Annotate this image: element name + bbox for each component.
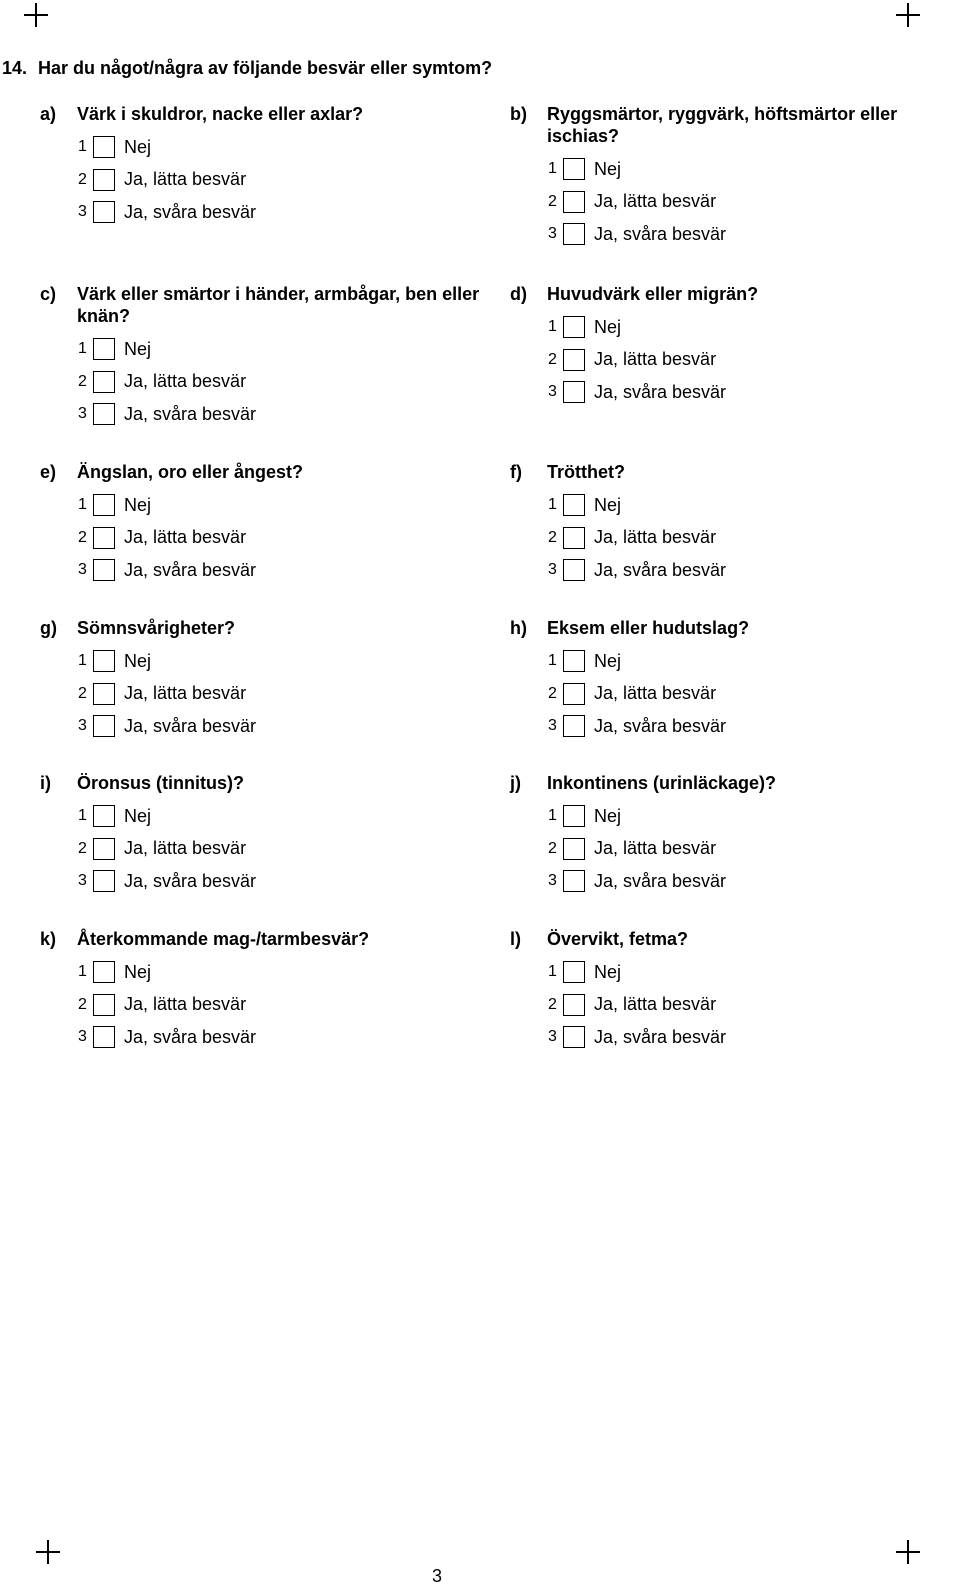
sub-question-letter: c) <box>40 284 57 304</box>
option-number: 3 <box>78 203 87 221</box>
answer-option <box>548 989 950 1022</box>
answer-option <box>548 833 950 866</box>
option-label: Ja, lätta besvär <box>124 994 247 1015</box>
sub-question-text: Ryggsmärtor, ryggvärk, höftsmärtor eller ischias? <box>547 104 898 146</box>
checkbox[interactable] <box>563 494 585 516</box>
answer-option <box>78 645 480 678</box>
answer-option <box>78 398 480 431</box>
option-label: Nej <box>594 805 622 826</box>
option-number: 3 <box>548 872 557 890</box>
sub-question-heading <box>510 103 950 147</box>
answer-option <box>78 833 480 866</box>
option-number: 1 <box>78 138 87 156</box>
option-number: 3 <box>78 1028 87 1046</box>
checkbox[interactable] <box>563 838 585 860</box>
answer-options <box>78 333 480 431</box>
checkbox[interactable] <box>93 838 115 860</box>
sub-question-heading <box>40 461 480 483</box>
option-number: 1 <box>548 318 557 336</box>
sub-question-text: Öronsus (tinnitus)? <box>77 773 244 793</box>
sub-question-letter: a) <box>40 104 57 124</box>
option-label: Nej <box>594 961 622 982</box>
sub-question-letter: l) <box>510 929 521 949</box>
registration-mark-top-left <box>24 3 48 27</box>
sub-question-text: Eksem eller hudutslag? <box>547 618 750 638</box>
checkbox[interactable] <box>563 994 585 1016</box>
sub-question-letter: d) <box>510 284 527 304</box>
checkbox[interactable] <box>93 683 115 705</box>
option-label: Nej <box>124 961 152 982</box>
sub-question-text: Övervikt, fetma? <box>547 929 689 949</box>
checkbox[interactable] <box>563 961 585 983</box>
option-label: Nej <box>594 494 622 515</box>
checkbox[interactable] <box>563 559 585 581</box>
checkbox[interactable] <box>93 994 115 1016</box>
answer-options <box>548 956 950 1054</box>
sub-question <box>510 283 950 409</box>
sub-question-heading <box>510 928 950 950</box>
option-number: 2 <box>548 192 557 210</box>
checkbox[interactable] <box>93 371 115 393</box>
answer-options <box>78 131 480 229</box>
option-label: Ja, svåra besvär <box>594 559 727 580</box>
option-number: 3 <box>548 717 557 735</box>
option-number: 2 <box>78 170 87 188</box>
sub-question-letter: i) <box>40 773 51 793</box>
answer-option <box>78 989 480 1022</box>
option-label: Ja, svåra besvär <box>124 559 257 580</box>
sub-question <box>510 103 950 251</box>
question-number: 14. <box>2 58 28 78</box>
answer-option <box>548 1021 950 1054</box>
answer-option <box>78 800 480 833</box>
answer-option <box>548 710 950 743</box>
checkbox[interactable] <box>93 201 115 223</box>
answer-options <box>548 153 950 251</box>
option-label: Ja, svåra besvär <box>124 403 257 424</box>
checkbox[interactable] <box>93 805 115 827</box>
sub-question <box>40 928 480 1054</box>
option-label: Ja, lätta besvär <box>594 683 717 704</box>
page-number: 3 <box>432 1566 443 1586</box>
answer-option <box>548 376 950 409</box>
sub-question-letter: b) <box>510 104 527 124</box>
option-label: Ja, svåra besvär <box>124 870 257 891</box>
answer-option <box>78 554 480 587</box>
answer-option <box>548 956 950 989</box>
answer-option <box>548 186 950 219</box>
sub-question-heading <box>510 617 950 639</box>
option-number: 1 <box>548 807 557 825</box>
option-number: 1 <box>548 496 557 514</box>
checkbox[interactable] <box>563 316 585 338</box>
checkbox[interactable] <box>563 683 585 705</box>
checkbox[interactable] <box>563 1026 585 1048</box>
checkbox[interactable] <box>563 158 585 180</box>
sub-question <box>510 617 950 743</box>
sub-question-letter: f) <box>510 462 522 482</box>
sub-question <box>40 772 480 898</box>
option-number: 3 <box>548 1028 557 1046</box>
option-label: Ja, lätta besvär <box>124 169 247 190</box>
question-text: Har du något/några av följande besvär eller symtom? <box>38 58 493 78</box>
option-label: Ja, lätta besvär <box>124 683 247 704</box>
checkbox[interactable] <box>93 338 115 360</box>
option-label: Ja, svåra besvär <box>594 715 727 736</box>
option-label: Ja, lätta besvär <box>594 994 717 1015</box>
option-number: 3 <box>78 717 87 735</box>
answer-option <box>78 164 480 197</box>
sub-question <box>510 772 950 898</box>
option-label: Ja, svåra besvär <box>594 381 727 402</box>
answer-option <box>78 710 480 743</box>
sub-question <box>40 617 480 743</box>
option-number: 3 <box>78 561 87 579</box>
checkbox[interactable] <box>93 1026 115 1048</box>
option-label: Nej <box>594 316 622 337</box>
option-number: 3 <box>78 405 87 423</box>
sub-question-heading <box>40 928 480 950</box>
option-label: Ja, svåra besvär <box>594 870 727 891</box>
sub-question-letter: g) <box>40 618 57 638</box>
option-number: 1 <box>78 807 87 825</box>
answer-options <box>548 489 950 587</box>
sub-question-heading <box>40 283 480 327</box>
option-label: Nej <box>124 338 152 359</box>
checkbox[interactable] <box>563 191 585 213</box>
checkbox[interactable] <box>563 527 585 549</box>
sub-question-letter: j) <box>510 773 521 793</box>
option-number: 3 <box>78 872 87 890</box>
sub-question-text: Huvudvärk eller migrän? <box>547 284 759 304</box>
sub-question-heading <box>40 617 480 639</box>
answer-options <box>548 800 950 898</box>
sub-question-letter: k) <box>40 929 57 949</box>
option-label: Ja, lätta besvär <box>124 527 247 548</box>
answer-option <box>78 196 480 229</box>
answer-option <box>78 865 480 898</box>
checkbox[interactable] <box>93 870 115 892</box>
sub-question-text: Inkontinens (urinläckage)? <box>547 773 777 793</box>
sub-question <box>40 461 480 587</box>
checkbox[interactable] <box>563 805 585 827</box>
option-label: Nej <box>124 136 152 157</box>
option-label: Ja, lätta besvär <box>594 527 717 548</box>
option-label: Nej <box>124 494 152 515</box>
checkbox[interactable] <box>93 494 115 516</box>
answer-option <box>548 554 950 587</box>
registration-mark-bottom-left <box>36 1540 60 1564</box>
answer-options <box>548 311 950 409</box>
checkbox[interactable] <box>93 169 115 191</box>
registration-mark-bottom-right <box>896 1540 920 1564</box>
checkbox[interactable] <box>93 527 115 549</box>
option-number: 1 <box>548 652 557 670</box>
sub-question <box>510 928 950 1054</box>
sub-question-text: Trötthet? <box>547 462 625 482</box>
sub-question <box>40 103 480 229</box>
checkbox[interactable] <box>563 223 585 245</box>
checkbox[interactable] <box>93 136 115 158</box>
option-number: 2 <box>78 528 87 546</box>
option-label: Nej <box>124 650 152 671</box>
option-number: 2 <box>548 350 557 368</box>
checkbox[interactable] <box>93 559 115 581</box>
option-number: 1 <box>78 963 87 981</box>
answer-option <box>78 131 480 164</box>
question-heading <box>2 58 492 79</box>
answer-option <box>548 311 950 344</box>
sub-question <box>510 461 950 587</box>
option-number: 3 <box>548 561 557 579</box>
checkbox[interactable] <box>563 349 585 371</box>
option-label: Ja, lätta besvär <box>594 191 717 212</box>
answer-option <box>548 344 950 377</box>
answer-option <box>78 1021 480 1054</box>
sub-question-heading <box>510 772 950 794</box>
option-number: 2 <box>548 684 557 702</box>
option-number: 3 <box>548 225 557 243</box>
checkbox[interactable] <box>93 715 115 737</box>
option-label: Ja, svåra besvär <box>124 1026 257 1047</box>
option-number: 3 <box>548 383 557 401</box>
answer-options <box>78 489 480 587</box>
option-number: 2 <box>78 372 87 390</box>
answer-option <box>78 522 480 555</box>
answer-option <box>78 956 480 989</box>
option-label: Nej <box>594 158 622 179</box>
option-number: 1 <box>78 496 87 514</box>
option-label: Ja, svåra besvär <box>594 223 727 244</box>
option-number: 2 <box>78 995 87 1013</box>
answer-options <box>78 800 480 898</box>
option-label: Nej <box>124 805 152 826</box>
answer-option <box>548 489 950 522</box>
option-label: Ja, lätta besvär <box>594 349 717 370</box>
answer-option <box>548 645 950 678</box>
option-number: 2 <box>78 839 87 857</box>
sub-question-text: Sömnsvårigheter? <box>77 618 236 638</box>
sub-question-text: Ängslan, oro eller ångest? <box>77 462 304 482</box>
sub-question-letter: h) <box>510 618 527 638</box>
answer-option <box>548 218 950 251</box>
answer-option <box>548 153 950 186</box>
answer-option <box>548 800 950 833</box>
answer-option <box>78 678 480 711</box>
sub-question <box>40 283 480 431</box>
checkbox[interactable] <box>563 870 585 892</box>
sub-question-heading <box>40 103 480 125</box>
answer-option <box>78 489 480 522</box>
answer-options <box>548 645 950 743</box>
checkbox[interactable] <box>93 650 115 672</box>
option-label: Ja, svåra besvär <box>124 715 257 736</box>
sub-question-heading <box>510 461 950 483</box>
checkbox[interactable] <box>93 403 115 425</box>
answer-options <box>78 956 480 1054</box>
sub-question-text: Återkommande mag-/tarmbesvär? <box>77 929 370 949</box>
option-number: 1 <box>548 160 557 178</box>
option-number: 1 <box>78 340 87 358</box>
checkbox[interactable] <box>93 961 115 983</box>
answer-option <box>78 333 480 366</box>
answer-option <box>548 522 950 555</box>
option-label: Ja, svåra besvär <box>594 1026 727 1047</box>
option-number: 1 <box>78 652 87 670</box>
sub-question-heading <box>40 772 480 794</box>
option-number: 2 <box>548 839 557 857</box>
sub-question-letter: e) <box>40 462 57 482</box>
answer-options <box>78 645 480 743</box>
option-label: Ja, lätta besvär <box>124 838 247 859</box>
sub-question-heading <box>510 283 950 305</box>
checkbox[interactable] <box>563 715 585 737</box>
answer-option <box>548 865 950 898</box>
option-label: Nej <box>594 650 622 671</box>
option-label: Ja, lätta besvär <box>594 838 717 859</box>
option-number: 2 <box>548 528 557 546</box>
checkbox[interactable] <box>563 381 585 403</box>
answer-option <box>78 366 480 399</box>
sub-question-text: Värk eller smärtor i händer, armbågar, ben eller knän? <box>77 284 480 326</box>
option-number: 2 <box>548 995 557 1013</box>
option-number: 2 <box>78 684 87 702</box>
answer-option <box>548 678 950 711</box>
sub-question-text: Värk i skuldror, nacke eller axlar? <box>77 104 364 124</box>
option-number: 1 <box>548 963 557 981</box>
option-label: Ja, svåra besvär <box>124 201 257 222</box>
registration-mark-top-right <box>896 3 920 27</box>
checkbox[interactable] <box>563 650 585 672</box>
option-label: Ja, lätta besvär <box>124 371 247 392</box>
